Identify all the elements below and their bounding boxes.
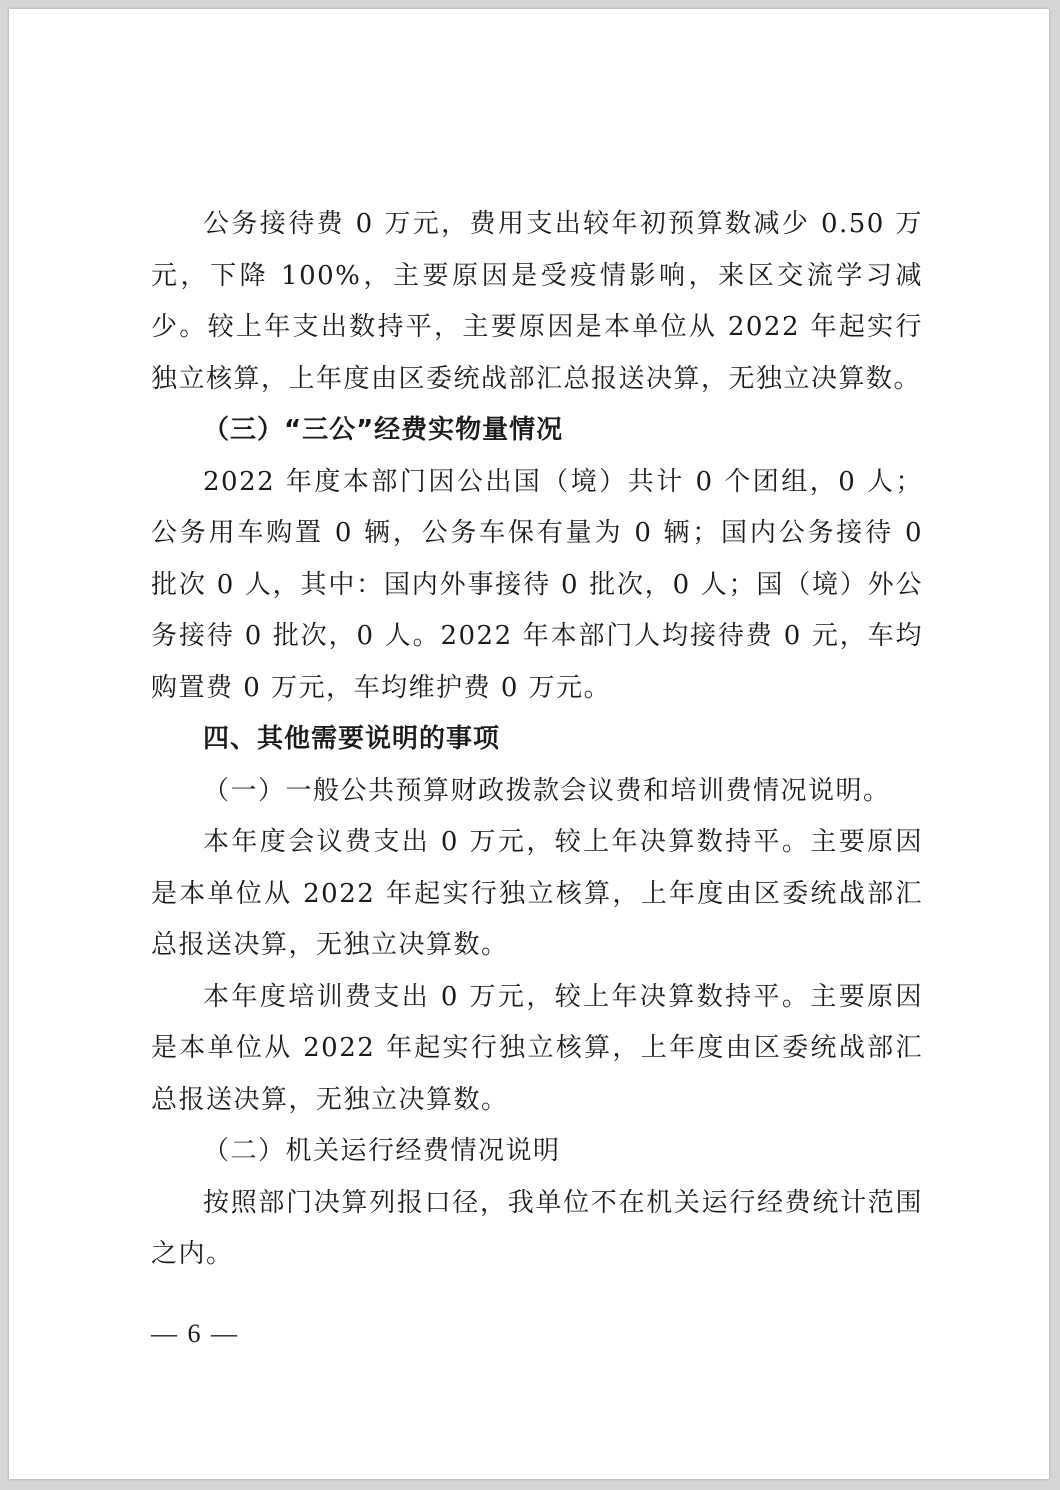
heading-three-public-physical: （三）“三公”经费实物量情况 bbox=[203, 415, 564, 445]
subheading-operating-expense: （二）机关运行经费情况说明 bbox=[203, 1136, 561, 1166]
heading-other-matters: 四、其他需要说明的事项 bbox=[203, 724, 501, 754]
paragraph-training-expense: 本年度培训费支出 0 万元，较上年决算数持平。主要原因是本单位从 2022 年起实行独立核算，上年度由区委统战部汇总报送决算，无独立决算数。 bbox=[151, 981, 923, 1115]
page-number: — 6 — bbox=[151, 1319, 239, 1348]
paragraph-physical-quantities: 2022 年度本部门因公出国（境）共计 0 个团组，0 人；公务用车购置 0 辆，公务车保有量为 0 辆；国内公务接待 0 批次 0 人，其中：国内外事接待 0 批次，0 人；国（境）外公务接待 0 批次，0 人。2022 年本部门人均接待费 0 元，车均购置费 0 万元，车均维护费 0 万元。 bbox=[151, 466, 923, 703]
document-page bbox=[9, 9, 1049, 1479]
document-body bbox=[151, 199, 923, 1281]
paragraph-operating-expense: 按照部门决算列报口径，我单位不在机关运行经费统计范围之内。 bbox=[151, 1187, 923, 1269]
paragraph-meeting-expense: 本年度会议费支出 0 万元，较上年决算数持平。主要原因是本单位从 2022 年起实行独立核算，上年度由区委统战部汇总报送决算，无独立决算数。 bbox=[151, 827, 923, 960]
subheading-meeting-training: （一）一般公共预算财政拨款会议费和培训费情况说明。 bbox=[203, 775, 891, 806]
paragraph-reception-expense: 公务接待费 0 万元，费用支出较年初预算数减少 0.50 万元，下降 100%，主要原因是受疫情影响，来区交流学习减少。较上年支出数持平，主要原因是本单位从 2022 年起实行独立核算，上年度由区委统战部汇总报送决算，无独立决算数。 bbox=[151, 209, 923, 394]
